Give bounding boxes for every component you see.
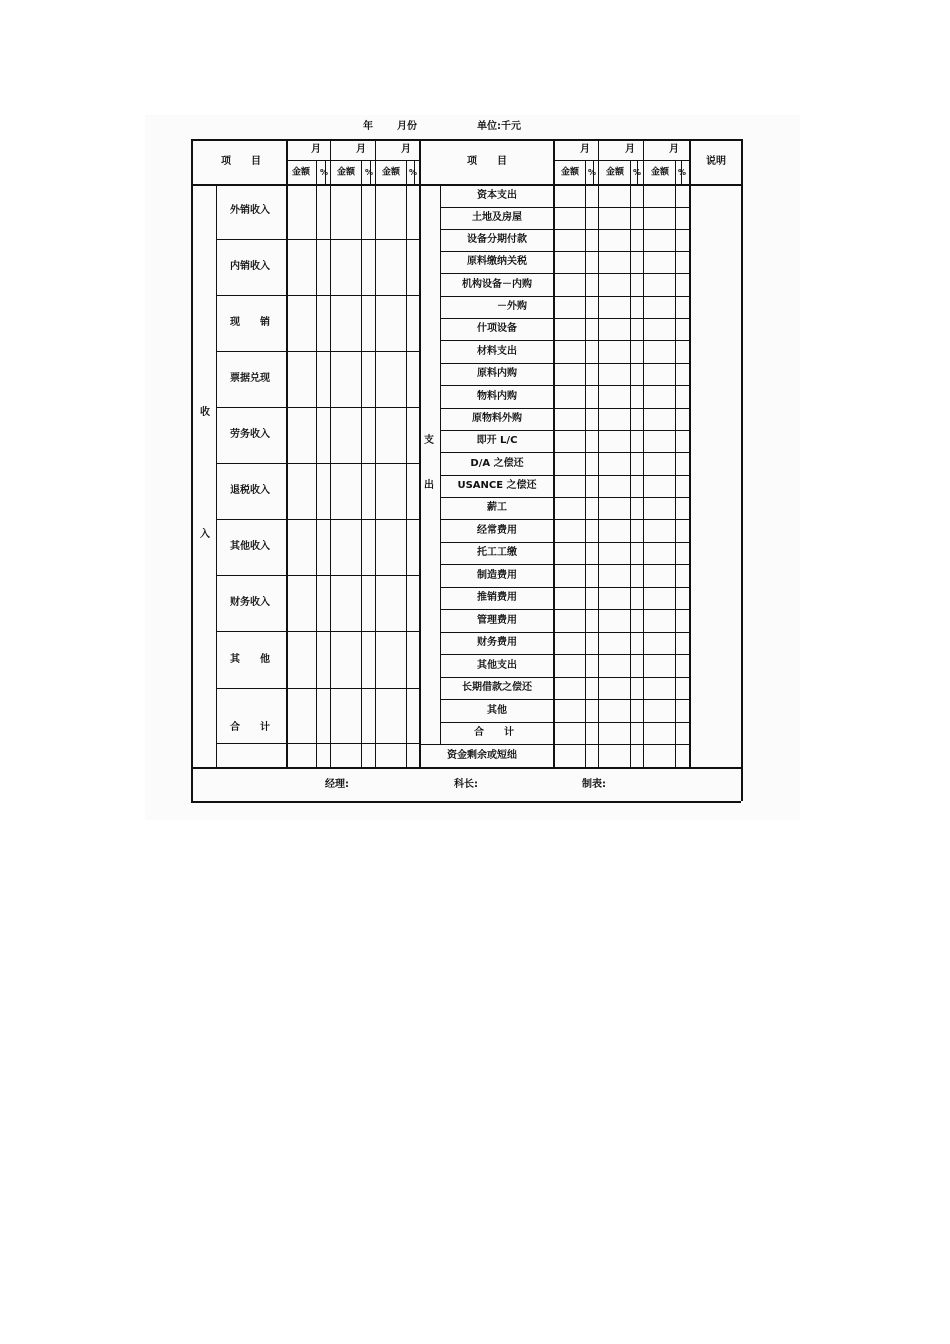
income-item-4: 票据兑现 <box>230 373 270 384</box>
right-amount-2: 金额 <box>605 167 625 178</box>
grid-line <box>330 139 331 767</box>
expense-item-22: 其他支出 <box>477 660 517 671</box>
expense-item-25: 合 计 <box>474 727 514 738</box>
expense-item-3: 设备分期付款 <box>467 234 527 245</box>
grid-line <box>440 385 689 386</box>
expense-item-7: 什项设备 <box>477 323 517 334</box>
grid-line <box>440 251 689 252</box>
expense-item-19: 推销费用 <box>477 592 517 603</box>
grid-line <box>440 296 689 297</box>
expense-item-4: 原料缴纳关税 <box>467 256 527 267</box>
grid-line <box>216 743 419 744</box>
left-pct-1: % <box>319 168 329 177</box>
grid-line <box>216 295 419 296</box>
grid-line <box>286 160 419 161</box>
grid-line <box>191 139 741 141</box>
expense-item-16: 经常费用 <box>477 525 517 536</box>
grid-line <box>440 677 689 678</box>
expense-item-8: 材料支出 <box>477 346 517 357</box>
grid-line <box>741 139 743 801</box>
grid-line <box>440 699 689 700</box>
year-label: 年 <box>363 121 373 132</box>
grid-line <box>440 363 689 364</box>
grid-line <box>191 801 741 803</box>
expense-item-11: 原物料外购 <box>472 413 522 424</box>
grid-line <box>440 722 689 723</box>
left-month-2: 月 <box>356 144 366 155</box>
expense-item-15: 薪工 <box>487 502 507 513</box>
grid-line <box>191 767 741 769</box>
manager-label: 经理: <box>325 779 349 790</box>
expense-item-17: 托工工缴 <box>477 547 517 558</box>
expense-item-14: USANCE 之偿还 <box>457 480 537 491</box>
grid-line <box>553 160 689 161</box>
income-item-9: 其 他 <box>230 654 270 665</box>
expense-group-char-2: 出 <box>424 480 434 491</box>
grid-line <box>216 519 419 520</box>
expense-group-char-1: 支 <box>424 435 434 446</box>
grid-line <box>216 575 419 576</box>
left-item-header: 项 目 <box>221 156 261 167</box>
unit-label: 单位:千元 <box>477 121 521 132</box>
left-pct-2: % <box>364 168 374 177</box>
grid-line <box>216 184 217 767</box>
note-header: 说明 <box>706 156 726 167</box>
grid-line <box>191 139 193 801</box>
grid-line <box>440 273 689 274</box>
grid-line <box>440 609 689 610</box>
expense-item-12: 即开 L/C <box>476 435 518 446</box>
grid-line <box>440 318 689 319</box>
expense-item-5: 机构设备－内购 <box>462 279 532 290</box>
right-month-1: 月 <box>580 144 590 155</box>
right-month-2: 月 <box>625 144 635 155</box>
expense-item-18: 制造费用 <box>477 570 517 581</box>
grid-line <box>553 139 555 767</box>
grid-line <box>440 542 689 543</box>
grid-line <box>689 139 691 767</box>
income-item-3: 现 销 <box>230 317 270 328</box>
grid-line <box>598 139 599 767</box>
left-month-3: 月 <box>401 144 411 155</box>
preparer-label: 制表: <box>582 779 606 790</box>
expense-item-1: 资本支出 <box>477 190 517 201</box>
right-pct-2: % <box>632 168 642 177</box>
left-month-1: 月 <box>311 144 321 155</box>
left-amount-3: 金额 <box>381 167 401 178</box>
grid-line <box>375 139 376 767</box>
month-label: 月份 <box>397 121 417 132</box>
grid-line <box>216 351 419 352</box>
grid-line <box>440 452 689 453</box>
grid-line <box>216 239 419 240</box>
expense-item-21: 财务费用 <box>477 637 517 648</box>
right-amount-1: 金额 <box>560 167 580 178</box>
right-pct-1: % <box>587 168 597 177</box>
expense-item-23: 长期借款之偿还 <box>462 682 532 693</box>
grid-line <box>216 463 419 464</box>
grid-line <box>440 564 689 565</box>
income-group-char-2: 入 <box>200 529 210 540</box>
grid-line <box>216 688 419 689</box>
income-group-char-1: 收 <box>200 407 210 418</box>
income-item-7: 其他收入 <box>230 541 270 552</box>
income-item-5: 劳务收入 <box>230 429 270 440</box>
left-amount-1: 金额 <box>291 167 311 178</box>
grid-line <box>216 407 419 408</box>
expense-item-10: 物料内购 <box>477 391 517 402</box>
left-amount-2: 金额 <box>336 167 356 178</box>
income-item-8: 财务收入 <box>230 597 270 608</box>
right-amount-3: 金额 <box>650 167 670 178</box>
grid-line <box>440 408 689 409</box>
income-item-10: 合 计 <box>230 722 270 733</box>
grid-line <box>440 497 689 498</box>
income-item-2: 内销收入 <box>230 261 270 272</box>
grid-line <box>440 632 689 633</box>
grid-line <box>440 207 689 208</box>
grid-line <box>286 139 288 767</box>
expense-item-2: 土地及房屋 <box>472 212 522 223</box>
right-item-header: 项 目 <box>467 156 507 167</box>
expense-item-20: 管理费用 <box>477 615 517 626</box>
income-item-1: 外销收入 <box>230 205 270 216</box>
right-pct-3: % <box>677 168 687 177</box>
expense-item-6: －外购 <box>497 301 527 312</box>
grid-line <box>440 184 441 744</box>
section-chief-label: 科长: <box>454 779 478 790</box>
balance-row-label: 资金剩余或短绌 <box>447 750 517 761</box>
grid-line <box>419 744 553 745</box>
expense-item-9: 原料内购 <box>477 368 517 379</box>
grid-line <box>440 475 689 476</box>
grid-line <box>440 229 689 230</box>
right-month-3: 月 <box>669 144 679 155</box>
grid-line <box>440 430 689 431</box>
grid-line <box>419 139 421 767</box>
grid-line <box>440 587 689 588</box>
grid-line <box>440 519 689 520</box>
grid-line <box>440 340 689 341</box>
expense-item-13: D/A 之偿还 <box>470 458 524 469</box>
grid-line <box>191 184 741 186</box>
grid-line <box>440 654 689 655</box>
expense-item-24: 其他 <box>487 705 507 716</box>
grid-line <box>643 139 644 767</box>
left-pct-3: % <box>408 168 418 177</box>
grid-line <box>216 631 419 632</box>
income-item-6: 退税收入 <box>230 485 270 496</box>
